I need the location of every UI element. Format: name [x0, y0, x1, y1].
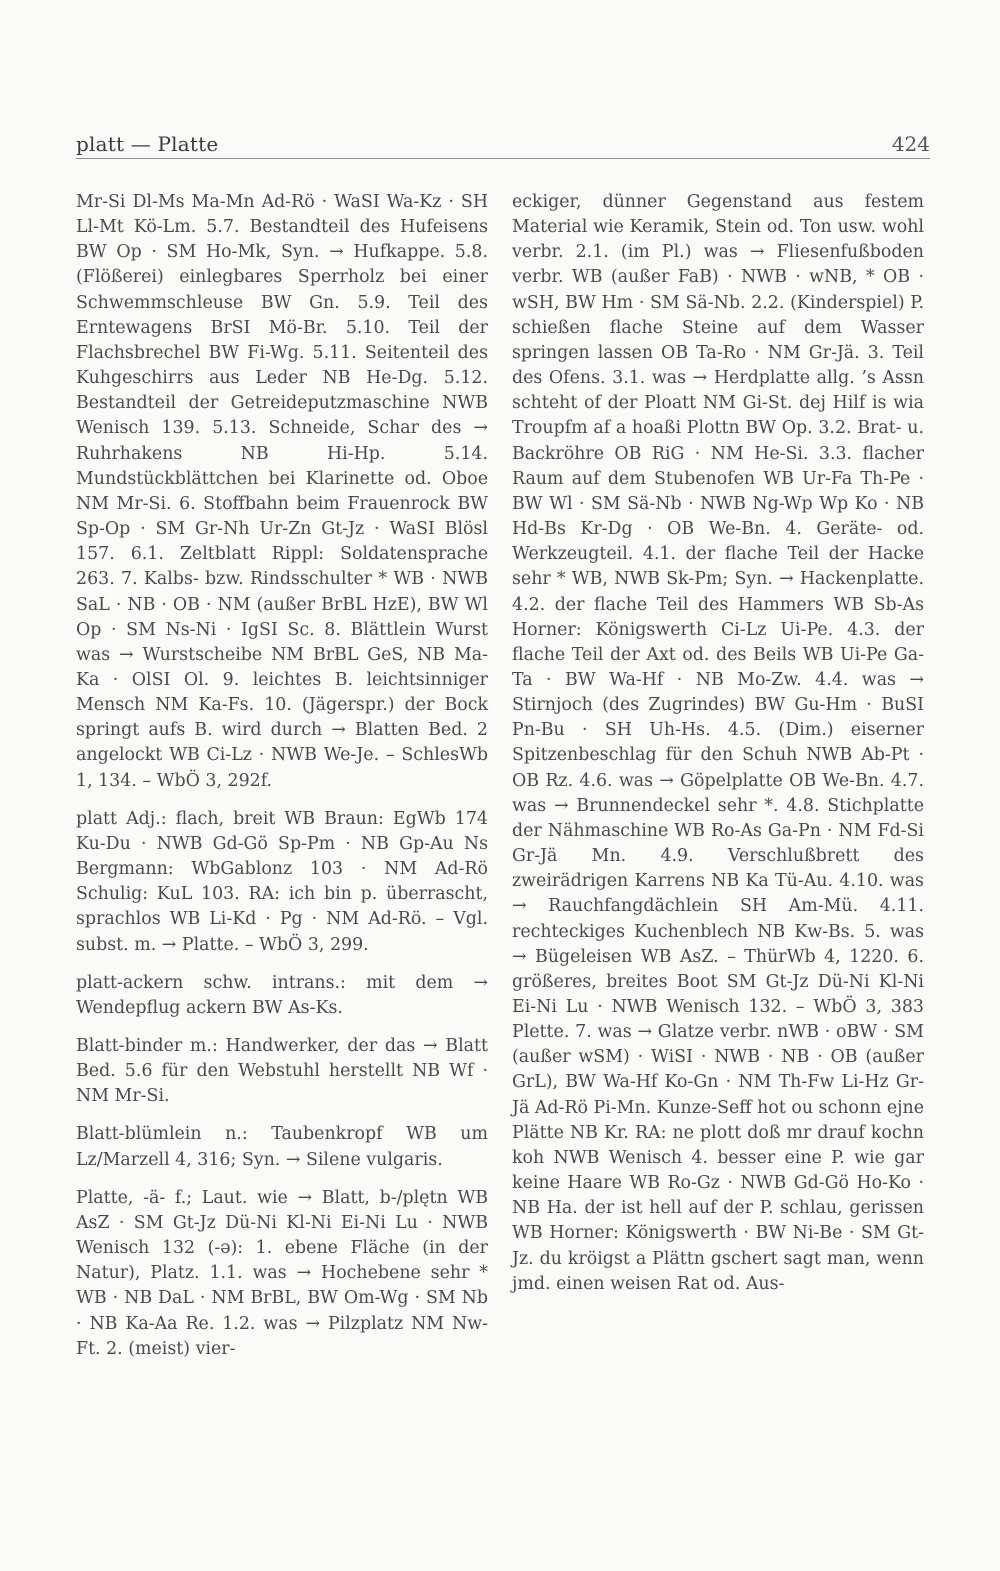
entry-platt: platt Adj.: flach, breit WB Braun: EgWb 174 Ku-Du · NWB Gd-Gö Sp-Pm · NB Gp-Au Ns Bergmann: WbGablonz 103 · NM Ad-Rö Schulig: KuL 103. RA: ich bin p. überrascht, sprachlos WB Li-Kd · Pg · NM Ad-Rö. – Vgl. subst. m. → Platte. – WbÖ 3, 299.	[76, 808, 488, 955]
running-head-title: platt — Platte	[76, 132, 219, 156]
page-number: 424	[891, 132, 930, 156]
left-column	[76, 190, 488, 1362]
entry-blatt-binder: Blatt-binder m.: Handwerker, der das → Blatt Bed. 5.6 für den Webstuhl herstellt NB Wf · NM Mr-Si.	[76, 1036, 488, 1107]
entry-continuation: Mr-Si Dl-Ms Ma-Mn Ad-Rö · WaSI Wa-Kz · SH Ll-Mt Kö-Lm. 5.7. Bestandteil des Hufeisens BW Op · SM Ho-Mk, Syn. → Hufkappe. 5.8. (Flößerei) einlegbares Sperrholz bei einer Schwemmschleuse BW Gn. 5.9. Teil des Erntewagens BrSI Mö-Br. 5.10. Teil der Flachsbrechel BW Fi-Wg. 5.11. Seitenteil des Kuhgeschirrs aus Leder NB He-Dg. 5.12. Bestandteil der Getreideputzmaschine NWB Wenisch 139. 5.13. Schneide, Schar des → Ruhrhakens NB Hi-Hp. 5.14. Mundstückblättchen bei Klarinette od. Oboe NM Mr-Si. 6. Stoffbahn beim Frauenrock BW Sp-Op · SM Gr-Nh Ur-Zn Gt-Jz · WaSI Blösl 157. 6.1. Zeltblatt Rippl: Soldatensprache 263. 7. Kalbs- bzw. Rindsschulter * WB · NWB SaL · NB · OB · NM (außer BrBL HzE), BW Wl Op · SM Ns-Ni · IgSI Sc. 8. Blättlein Wurst was → Wurstscheibe NM BrBL GeS, NB Ma-Ka · OlSI Ol. 9. leichtes B. leichtsinniger Mensch NM Ka-Fs. 10. (Jägerspr.) der Bock springt aufs B. wird durch → Blatten Bed. 2 angelockt WB Ci-Lz · NWB We-Je. – SchlesWb 1, 134. – WbÖ 3, 292f.	[76, 192, 488, 791]
right-column	[512, 190, 924, 1297]
entry-platt-ackern: platt-ackern schw. intrans.: mit dem → Wendepflug ackern BW As-Ks.	[76, 972, 488, 1018]
entry-platte-continued: eckiger, dünner Gegenstand aus festem Material wie Keramik, Stein od. Ton usw. wohl verbr. 2.1. (im Pl.) was → Fliesenfußboden verbr. WB (außer FaB) · NWB · wNB, * OB · wSH, BW Hm · SM Sä-Nb. 2.2. (Kinderspiel) P. schießen flache Steine auf dem Wasser springen lassen OB Ta-Ro · NM Gr-Jä. 3. Teil des Ofens. 3.1. was → Herdplatte allg. ’s Assn schteht of der Ploatt NM Gi-St. dej Hilf is wia Troupfm af a hoaßi Plottn BW Op. 3.2. Brat- u. Backröhre OB RiG · NM He-Si. 3.3. flacher Raum auf dem Stubenofen WB Ur-Fa Th-Pe · BW Wl · SM Sä-Nb · NWB Ng-Wp Wp Ko · NB Hd-Bs Kr-Dg · OB We-Bn. 4. Geräte- od. Werkzeugteil. 4.1. der flache Teil der Hacke sehr * WB, NWB Sk-Pm; Syn. → Hackenplatte. 4.2. der flache Teil des Hammers WB Sb-As Horner: Königswerth Ci-Lz Ui-Pe. 4.3. der flache Teil der Axt od. des Beils WB Ui-Pe Ga-Ta · BW Wa-Hf · NB Mo-Zw. 4.4. was → Stirnjoch (des Zugrindes) BW Gu-Hm · BuSI Pn-Bu · SH Uh-Hs. 4.5. (Dim.) eiserner Spitzenbeschlag für den Schuh NWB Ab-Pt · OB Rz. 4.6. was → Göpelplatte OB We-Bn. 4.7. was → Brunnendeckel sehr *. 4.8. Stichplatte der Nähmaschine WB Ro-As Ga-Pn · NM Fd-Si Gr-Jä Mn. 4.9. Verschlußbrett des zweirädrigen Karrens NB Ka Tü-Au. 4.10. was → Rauchfangdächlein SH Am-Mü. 4.11. rechteckiges Kuchenblech NB Kw-Bs. 5. was → Bügeleisen WB AsZ. – ThürWb 4, 1220. 6. größeres, breites Boot SM Gt-Jz Dü-Ni Kl-Ni Ei-Ni Lu · NWB Wenisch 132. – WbÖ 3, 383 Plette. 7. was → Glatze verbr. nWB · oBW · SM (außer wSM) · WiSI · NWB · NB · OB (außer GrL), BW Wa-Hf Ko-Gn · NM Th-Fw Li-Hz Gr-Jä Ad-Rö Pi-Mn. Kunze-Seff hot ou schonn ejne Plätte NB Kr. RA: ne plott doß mr drauf kochn koh NWB Wenisch 4. besser eine P. wie gar keine Haare WB Ro-Gz · NWB Gd-Gö Ho-Ko · NB Ha. der ist hell auf der P. schlau, gerissen WB Horner: Königswerth · BW Ni-Be · SM Gt-Jz. du kröigst a Plättn gschert sagt man, wenn jmd. einen weisen Rat od. Aus-	[512, 192, 924, 1294]
entry-platte: Platte, -ä- f.; Laut. wie → Blatt, b-/plętn WB AsZ · SM Gt-Jz Dü-Ni Kl-Ni Ei-Ni Lu · NWB Wenisch 132 (-ə): 1. ebene Fläche (in der Natur), Platz. 1.1. was → Hochebene sehr * WB · NB DaL · NM BrBL, BW Om-Wg · SM Nb · NB Ka-Aa Re. 1.2. was → Pilzplatz NM Nw-Ft. 2. (meist) vier-	[76, 1187, 488, 1359]
entry-blatt-bluemlein: Blatt-blümlein n.: Taubenkropf WB um Lz/Marzell 4, 316; Syn. → Silene vulgaris.	[76, 1124, 488, 1170]
running-header	[76, 130, 930, 159]
